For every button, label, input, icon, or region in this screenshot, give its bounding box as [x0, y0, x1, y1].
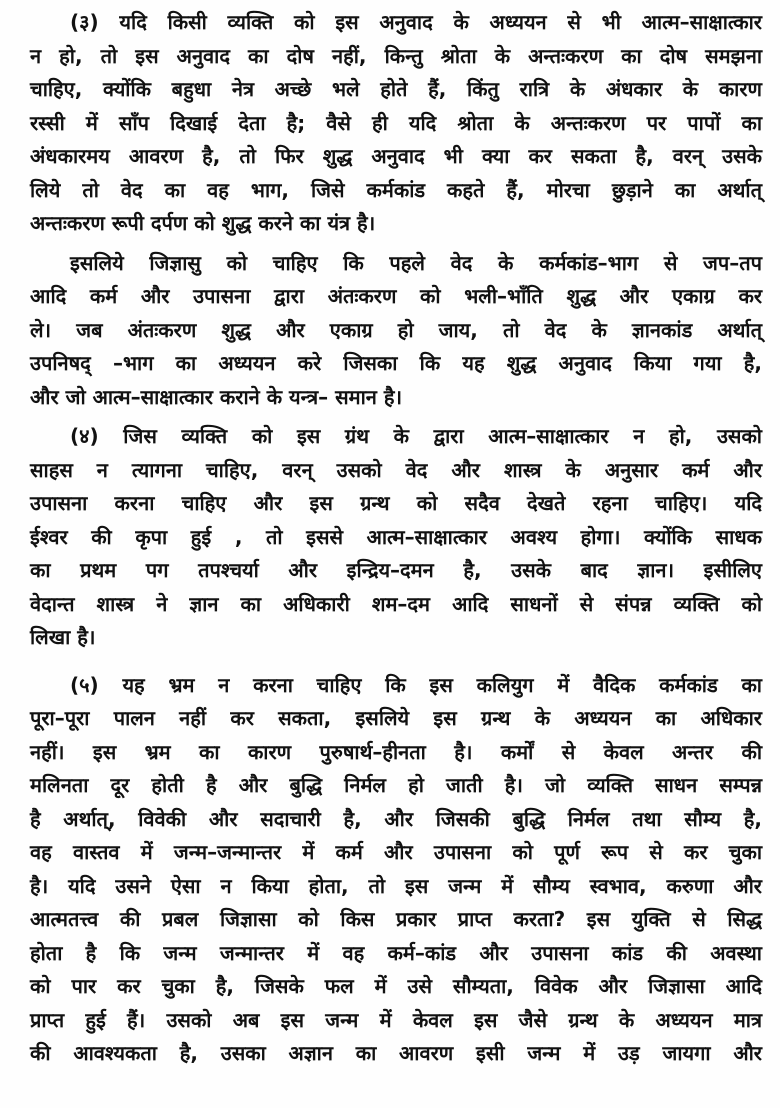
- text-line: लिखा है।: [30, 625, 96, 649]
- text-line: मलिनता दूर होती है और बुद्धि निर्मल हो जाती है। जो व्यक्ति साधन सम्पन्न: [30, 773, 762, 797]
- text-line: ले। जब अंतःकरण शुद्ध और एकाग्र हो जाय, तो वेद के ज्ञानकांड अर्थात्: [30, 317, 762, 342]
- text-line: (४) जिस व्यक्ति को इस ग्रंथ के द्वारा आत्म–साक्षात्कार न हो, उसको: [70, 424, 762, 448]
- text-line: है अर्थात्, विवेकी और सदाचारी है, और जिसकी बुद्धि निर्मल तथा सौम्य है,: [30, 806, 762, 831]
- text-line: होता है कि जन्म जन्मान्तर में वह कर्म–कांड और उपासना कांड की अवस्था: [30, 940, 762, 965]
- text-line: उपासना करना चाहिए और इस ग्रन्थ को सदैव देखते रहना चाहिए। यदि: [30, 491, 762, 515]
- text-line: नहीं। इस भ्रम का कारण पुरुषार्थ–हीनता है। कर्मों से केवल अन्तर की: [30, 739, 762, 764]
- text-line: (५) यह भ्रम न करना चाहिए कि इस कलियुग में वैदिक कर्मकांड का: [70, 672, 762, 697]
- paragraph-5: [30, 669, 762, 1071]
- text-line: की आवश्यकता है, उसका अज्ञान का आवरण इसी जन्म में उड़ जायगा और: [30, 1041, 762, 1065]
- text-line: है। यदि उसने ऐसा न किया होता, तो इस जन्म में सौम्य स्वभाव, करुणा और: [30, 873, 762, 898]
- text-line: अन्तःकरण रूपी दर्पण को शुद्ध करने का यंत्र है।: [30, 211, 376, 235]
- paragraph-therefore: [30, 247, 762, 415]
- text-line: लिये तो वेद का वह भाग, जिसे कर्मकांड कहते हैं, मोरचा छुड़ाने का अर्थात्: [30, 177, 762, 202]
- text-line: वह वास्तव में जन्म–जन्मान्तर में कर्म और उपासना को पूर्ण रूप से कर चुका: [30, 840, 762, 864]
- text-line: चाहिए, क्योंकि बहुधा नेत्र अच्छे भले होते हैं, किंतु रात्रि के अंधकार के कारण: [30, 77, 762, 101]
- text-line: रस्सी में साँप दिखाई देता है; वैसे ही यदि श्रोता के अन्तःकरण पर पापों का: [30, 110, 762, 135]
- text-line: वेदान्त शास्त्र ने ज्ञान का अधिकारी शम–दम आदि साधनों से संपन्न व्यक्ति को: [30, 591, 762, 616]
- paragraph-3: [30, 6, 762, 241]
- text-line: आदि कर्म और उपासना द्वारा अंतःकरण को भली–भाँति शुद्ध और एकाग्र कर: [30, 284, 762, 308]
- text-line: पूरा–पूरा पालन नहीं कर सकता, इसलिये इस ग्रन्थ के अध्ययन का अधिकार: [30, 706, 762, 730]
- text-line: का प्रथम पग तपश्चर्या और इन्द्रिय–दमन है, उसके बाद ज्ञान। इसीलिए: [30, 558, 762, 582]
- text-line: ईश्वर की कृपा हुई , तो इससे आत्म–साक्षात्कार अवश्य होगा। क्योंकि साधक: [30, 524, 762, 549]
- text-line: आत्मतत्त्व की प्रबल जिज्ञासा को किस प्रकार प्राप्त करता? इस युक्ति से सिद्ध: [30, 907, 762, 931]
- text-line: (३) यदि किसी व्यक्ति को इस अनुवाद के अध्ययन से भी आत्म–साक्षात्कार: [70, 10, 762, 34]
- text-line: न हो, तो इस अनुवाद का दोष नहीं, किन्तु श्रोता के अन्तःकरण का दोष समझना: [30, 43, 762, 68]
- text-line: प्राप्त हुई हैं। उसको अब इस जन्म में केवल इस जैसे ग्रन्थ के अध्ययन मात्र: [30, 1007, 762, 1032]
- text-line: साहस न त्यागना चाहिए, वरन् उसको वेद और शास्त्र के अनुसार कर्म और: [30, 457, 762, 482]
- text-line: और जो आत्म–साक्षात्कार कराने के यन्त्र– समान है।: [30, 384, 403, 409]
- text-line: को पार कर चुका है, जिसके फल में उसे सौम्यता, विवेक और जिज्ञासा आदि: [30, 974, 762, 998]
- text-line: अंधकारमय आवरण है, तो फिर शुद्ध अनुवाद भी क्या कर सकता है, वरन् उसके: [30, 144, 762, 168]
- paragraph-4: [30, 420, 762, 655]
- text-line: उपनिषद् –भाग का अध्ययन करे जिसका कि यह शुद्ध अनुवाद किया गया है,: [30, 351, 762, 375]
- text-line: इसलिये जिज्ञासु को चाहिए कि पहले वेद के कर्मकांड–भाग से जप–तप: [70, 250, 762, 275]
